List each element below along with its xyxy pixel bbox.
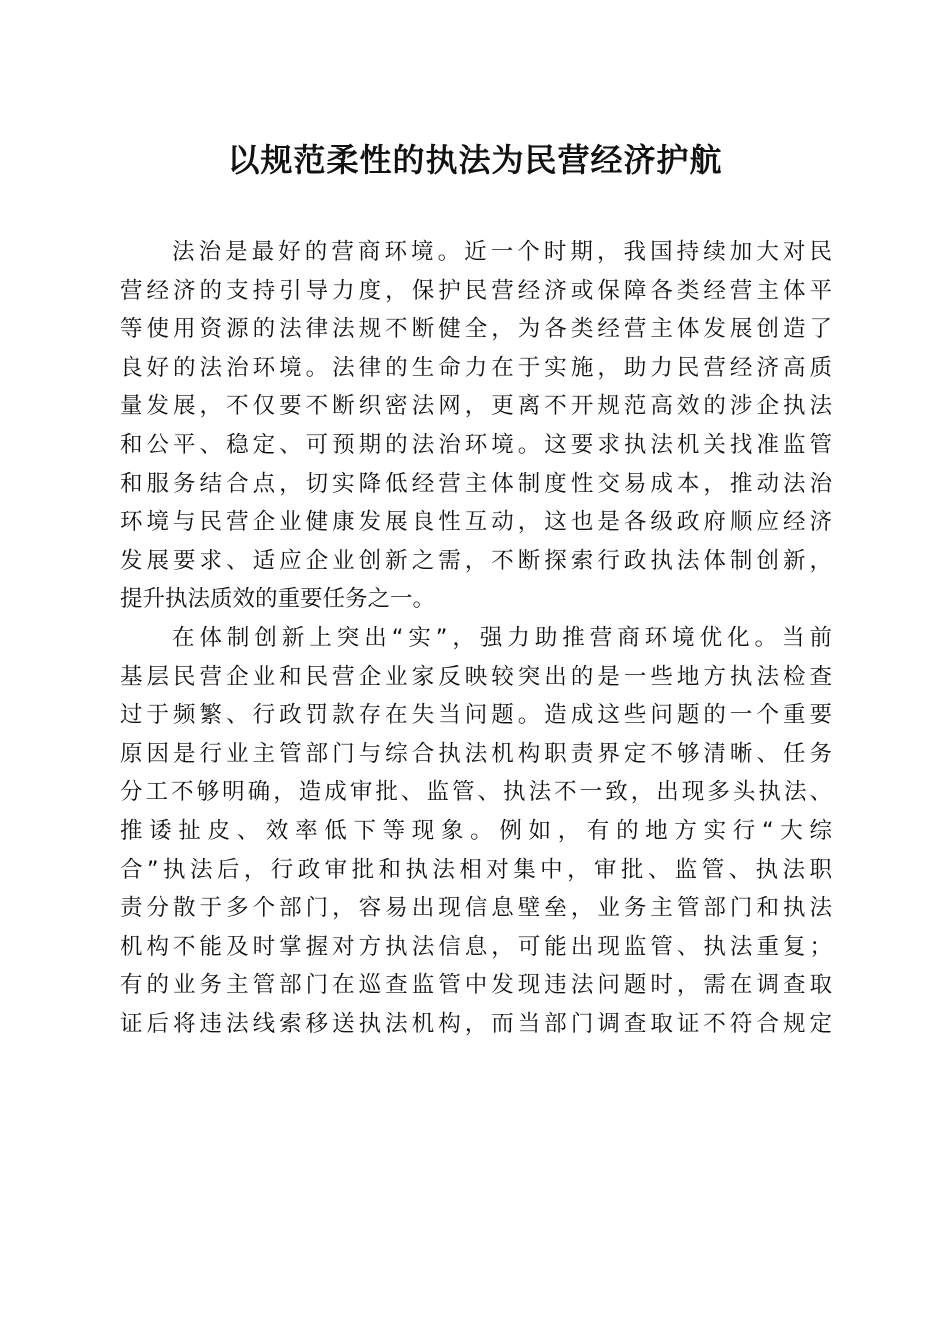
text-line: 和公平、稳定、可预期的法治环境。这要求执法机关找准监管 <box>120 431 832 458</box>
text-line: 分工不够明确，造成审批、监管、执法不一致，出现多头执法、 <box>120 779 832 806</box>
article-body <box>120 233 832 1043</box>
text-line: 在体制创新上突出“实”，强力助推营商环境优化。当前 <box>172 624 832 651</box>
text-line: 过于频繁、行政罚款存在失当问题。造成这些问题的一个重要 <box>120 702 832 729</box>
paragraph-1 <box>120 233 832 619</box>
text-line: 等使用资源的法律法规不断健全，为各类经营主体发展创造了 <box>120 316 832 343</box>
text-line: 责分散于多个部门，容易出现信息壁垒，业务主管部门和执法 <box>120 895 832 922</box>
text-line: 营经济的支持引导力度，保护民营经济或保障各类经营主体平 <box>120 277 832 304</box>
page-title: 以规范柔性的执法为民营经济护航 <box>227 141 723 179</box>
text-line: 发展要求、适应企业创新之需，不断探索行政执法体制创新， <box>120 547 832 574</box>
text-line: 环境与民营企业健康发展良性互动，这也是各级政府顺应经济 <box>120 509 832 536</box>
text-line: 推诿扯皮、效率低下等现象。例如，有的地方实行“大综 <box>120 817 832 844</box>
text-line: 量发展，不仅要不断织密法网，更离不开规范高效的涉企执法 <box>120 393 832 420</box>
text-line: 原因是行业主管部门与综合执法机构职责界定不够清晰、任务 <box>120 740 832 767</box>
text-line: 有的业务主管部门在巡查监管中发现违法问题时，需在调查取 <box>120 972 832 999</box>
paragraph-2 <box>120 619 832 1044</box>
text-line: 法治是最好的营商环境。近一个时期，我国持续加大对民 <box>172 239 832 265</box>
text-line: 证后将违法线索移送执法机构，而当部门调查取证不符合规定 <box>120 1010 832 1037</box>
text-line: 合”执法后，行政审批和执法相对集中，审批、监管、执法职 <box>120 856 832 883</box>
text-line: 和服务结合点，切实降低经营主体制度性交易成本，推动法治 <box>120 470 832 497</box>
text-line: 机构不能及时掌握对方执法信息，可能出现监管、执法重复； <box>120 933 832 960</box>
text-line: 良好的法治环境。法律的生命力在于实施，助力民营经济高质 <box>120 354 832 381</box>
text-line: 基层民营企业和民营企业家反映较突出的是一些地方执法检查 <box>120 663 832 690</box>
text-line: 提升执法质效的重要任务之一。 <box>120 586 436 613</box>
